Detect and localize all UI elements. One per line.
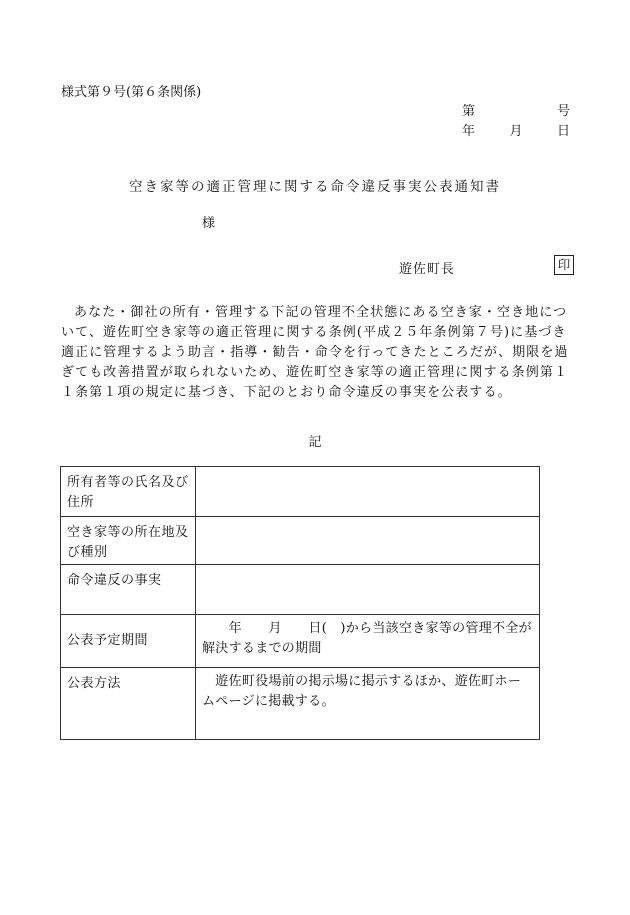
document-number-line — [462, 100, 570, 119]
table-row-violation — [61, 565, 540, 615]
period-value: 年 月 日( )から当該空き家等の管理不全が解決するまでの期間 — [196, 615, 540, 668]
date-month: 月 — [509, 124, 523, 139]
date-year: 年 — [462, 124, 476, 139]
sender-name: 遊佐町長 — [399, 262, 456, 277]
method-value: 遊佐町役場前の掲示場に掲示するほか、遊佐町ホームページに掲載する。 — [196, 668, 540, 740]
ki-separator-mark: 記 — [308, 435, 322, 450]
location-label: 空き家等の所在地及び種別 — [61, 517, 196, 565]
table-row-method — [61, 668, 540, 740]
date-day: 日 — [556, 124, 570, 139]
table-row-owner — [61, 467, 540, 517]
form-number-label: 様式第９号(第６条関係) — [61, 85, 202, 100]
violation-value — [196, 565, 540, 615]
owner-value — [196, 467, 540, 517]
number-prefix: 第 — [462, 104, 476, 119]
notice-body-paragraph: あなた・御社の所有・管理する下記の管理不全状態にある空き家・空き地について、遊佐町空き家等の適正管理に関する条例(平成２５年条例第７号)に基づき適正に管理するよう助言・指導・勧告・命令を行ってきたところだが、期限を過ぎても改善措置が取られないため、遊佐町空き家等の適正管理に関する条例第１１条第１項の規定に基づき、下記のとおり命令違反の事実を公表する。 — [61, 305, 569, 400]
owner-label: 所有者等の氏名及び住所 — [61, 467, 196, 517]
location-value — [196, 517, 540, 565]
recipient-honorific: 様 — [202, 216, 216, 231]
seal-stamp-box: 印 — [554, 255, 574, 275]
number-suffix: 号 — [556, 104, 570, 119]
document-title: 空き家等の適正管理に関する命令違反事実公表通知書 — [129, 179, 501, 195]
notice-details-table — [60, 466, 540, 740]
table-row-period — [61, 615, 540, 668]
period-label: 公表予定期間 — [61, 615, 196, 668]
violation-label: 命令違反の事実 — [61, 565, 196, 615]
document-date-line — [462, 120, 570, 139]
table-row-location — [61, 517, 540, 565]
method-label: 公表方法 — [61, 668, 196, 740]
